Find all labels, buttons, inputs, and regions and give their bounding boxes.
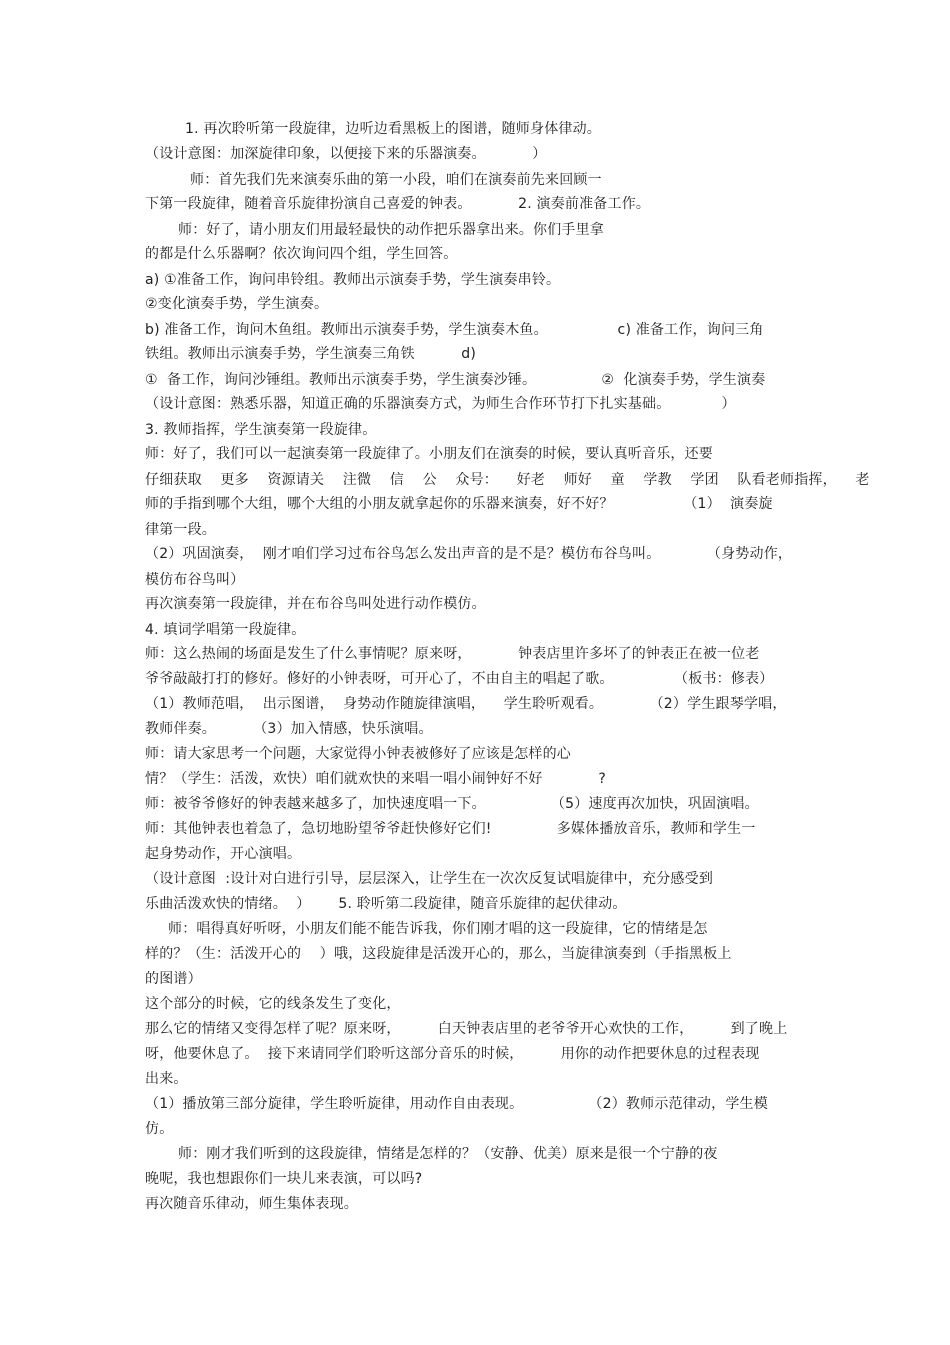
text-line: 师的手指到哪个大组，哪个大组的小朋友就拿起你的乐器来演奏，好不好？ （1） 演奏旋 [145, 496, 773, 512]
text-line: 呀，他要休息了。 接下来请同学们聆听这部分音乐的时候， 用你的动作把要休息的过程表现 [145, 1046, 760, 1062]
text-line: 样的？（生：活泼开心的 ）哦，这段旋律是活泼开心的，那么，当旋律演奏到（手指黑板上 [145, 946, 732, 962]
text-line: （设计意图：熟悉乐器，知道正确的乐器演奏方式，为师生合作环节打下扎实基础。 ） [145, 396, 736, 412]
text-line: b) 准备工作，询问木鱼组。教师出示演奏手势，学生演奏木鱼。 c) 准备工作，询问三角 [145, 322, 764, 338]
text-line: 教师伴奏。 （3）加入情感，快乐演唱。 [145, 721, 433, 737]
text-line: （2）巩固演奏， 刚才咱们学习过布谷鸟怎么发出声音的是不是？模仿布谷鸟叫。 （身势动作， [145, 546, 793, 562]
text-line: 律第一段。 [145, 522, 216, 538]
text-line: 4. 填词学唱第一段旋律。 [145, 622, 306, 638]
text-line: 的图谱） [145, 971, 202, 987]
text-line: （设计意图 :设计对白进行引导，层层深入，让学生在一次次反复试唱旋律中，充分感受到 [145, 871, 714, 887]
text-line: ②变化演奏手势，学生演奏。 [145, 296, 329, 312]
text-line: 师：首先我们先来演奏乐曲的第一小段，咱们在演奏前先来回顾一 [190, 172, 602, 188]
text-line: 爷爷敲敲打打的修好。修好的小钟表呀，可开心了，不由自主的唱起了歌。 （板书：修表） [145, 671, 774, 687]
text-line: 铁组。教师出示演奏手势，学生演奏三角铁 d) [145, 346, 477, 362]
text-line: 师：唱得真好听呀，小朋友们能不能告诉我，你们刚才唱的这一段旋律，它的情绪是怎 [168, 921, 708, 937]
text-line: 师：请大家思考一个问题，大家觉得小钟表被修好了应该是怎样的心 [145, 746, 571, 762]
text-line: 师：被爷爷修好的钟表越来越多了，加快速度唱一下。 （5）速度再次加快，巩固演唱。 [145, 796, 759, 812]
text-line: 这个部分的时候，它的线条发生了变化， [145, 996, 401, 1012]
text-line: 出来。 [145, 1071, 188, 1087]
text-line: 师：其他钟表也着急了，急切地盼望爷爷赶快修好它们! 多媒体播放音乐，教师和学生一 [145, 821, 756, 837]
text-line: 下第一段旋律，随着音乐旋律扮演自己喜爱的钟表。 2. 演奏前准备工作。 [145, 196, 651, 212]
text-line: 模仿布谷鸟叫） [145, 572, 245, 588]
text-line: 起身势动作，开心演唱。 [145, 846, 302, 862]
text-line: 再次随音乐律动，师生集体表现。 [145, 1196, 358, 1212]
text-line: 仿。 [145, 1121, 174, 1137]
text-line: 师：刚才我们听到的这段旋律，情绪是怎样的？（安静、优美）原来是很一个宁静的夜 [178, 1146, 718, 1162]
text-line: ① 备工作，询问沙锤组。教师出示演奏手势，学生演奏沙锤。 ② 化演奏手势，学生演奏 [145, 372, 766, 388]
text-line: 乐曲活泼欢快的情绪。 ） 5. 聆听第二段旋律，随音乐旋律的起伏律动。 [145, 896, 627, 912]
text-line: a) ①准备工作，询问串铃组。教师出示演奏手势，学生演奏串铃。 [145, 272, 561, 288]
text-line: 师：好了，我们可以一起演奏第一段旋律了。小朋友们在演奏的时候，要认真听音乐，还要 [145, 446, 713, 462]
text-line: 师：好了，请小朋友们用最轻最快的动作把乐器拿出来。你们手里拿 [178, 222, 604, 238]
text-line: （1）播放第三部分旋律，学生聆听旋律，用动作自由表现。 （2）教师示范律动，学生模 [145, 1096, 768, 1112]
text-line: 晚呢，我也想跟你们一块儿来表演，可以吗? [145, 1171, 423, 1187]
text-line: 的都是什么乐器啊？依次询问四个组，学生回答。 [145, 246, 458, 262]
text-line: （1）教师范唱， 出示图谱， 身势动作随旋律演唱， 学生聆听观看。 （2）学生跟琴学唱， [145, 696, 787, 712]
text-line: 1. 再次聆听第一段旋律，边听边看黑板上的图谱，随师身体律动。 [185, 121, 602, 137]
text-line: 仔细获取 更多 资源请关 注微 信 公 众号： 好老 师好 童 学教 学团 队看老师指挥， 老 [145, 472, 870, 488]
text-line: 再次演奏第一段旋律，并在布谷鸟叫处进行动作模仿。 [145, 596, 486, 612]
text-line: 师：这么热闹的场面是发生了什么事情呢？原来呀， 钟表店里许多坏了的钟表正在被一位老 [145, 646, 760, 662]
text-line: 那么它的情绪又变得怎样了呢？原来呀， 白天钟表店里的老爷爷开心欢快的工作， 到了晚上 [145, 1021, 788, 1037]
text-line: 3. 教师指挥，学生演奏第一段旋律。 [145, 422, 377, 438]
text-line: （设计意图：加深旋律印象，以便接下来的乐器演奏。 ） [145, 146, 547, 162]
text-line: 情？（学生：活泼，欢快）咱们就欢快的来唱一唱小闹钟好不好 ? [145, 771, 607, 787]
